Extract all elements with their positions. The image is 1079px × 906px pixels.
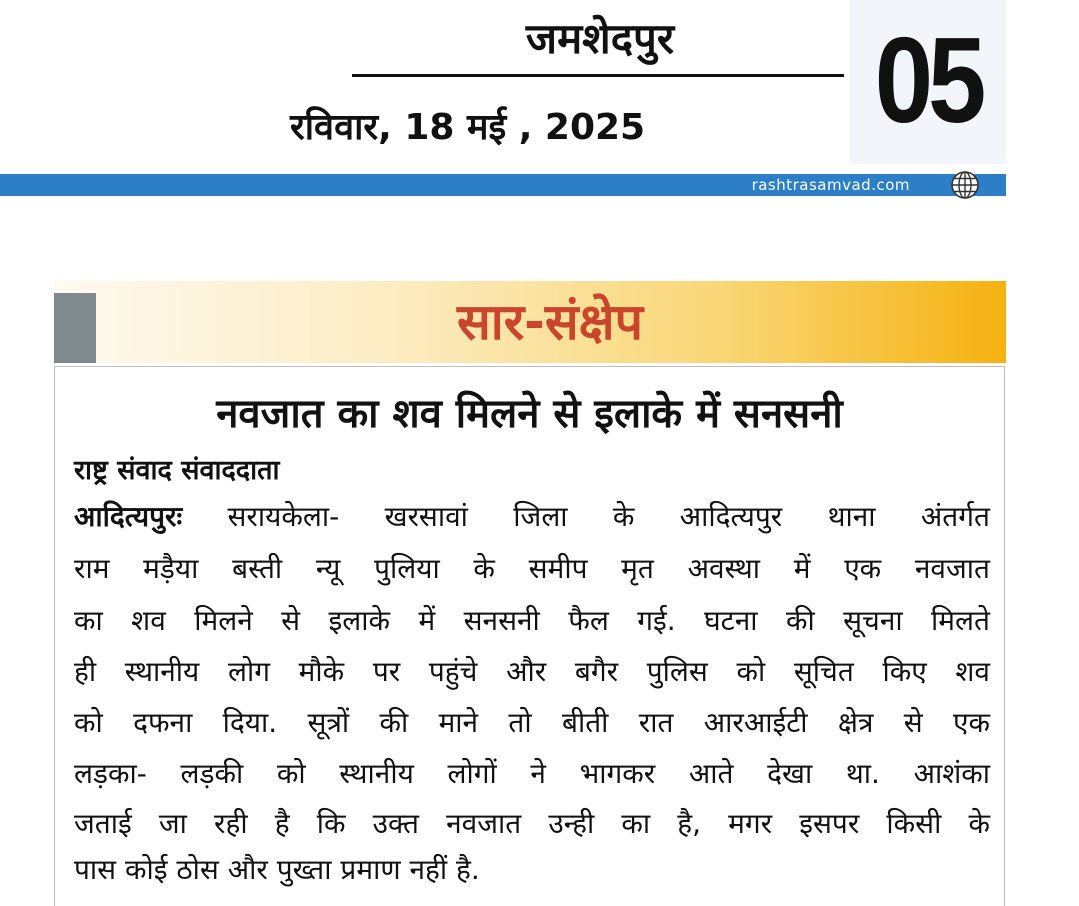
article-byline: राष्ट्र संवाद संवाददाता bbox=[74, 455, 280, 486]
article-body-line: का शव मिलने से इलाके में सनसनी फैल गई. घटना की सूचना मिलते bbox=[74, 604, 990, 637]
section-title: सार-संक्षेप bbox=[456, 293, 643, 351]
website-url[interactable]: rashtrasamvad.com bbox=[751, 176, 910, 194]
issue-date: रविवार, 18 मई , 2025 bbox=[290, 107, 646, 148]
article-body-line bbox=[74, 493, 990, 541]
page-number: 05 bbox=[874, 12, 982, 148]
article-headline: नवजात का शव मिलने से इलाके में सनसनी bbox=[216, 391, 843, 437]
article-line-text: सरायकेला- खरसावां जिला के आदित्यपुर थाना अंतर्गत bbox=[227, 500, 990, 533]
section-marker bbox=[54, 293, 96, 363]
article-body-line: लड़का- लड़की को स्थानीय लोगों ने भागकर आते देखा था. आशंका bbox=[74, 757, 990, 790]
article-body-line: ही स्थानीय लोग मौके पर पहुंचे और बगैर पुलिस को सूचित किए शव bbox=[74, 655, 990, 688]
article-body-line: पास कोई ठोस और पुख्ता प्रमाण नहीं है. bbox=[74, 853, 480, 886]
city-name: जमशेदपुर bbox=[525, 14, 675, 63]
globe-icon bbox=[949, 169, 981, 201]
article-body-line: को दफना दिया. सूत्रों की माने तो बीती रात आरआईटी क्षेत्र से एक bbox=[74, 706, 990, 739]
article-dateline: आदित्यपुरः bbox=[74, 500, 183, 533]
masthead-rule bbox=[352, 74, 844, 77]
article-body-line: जताई जा रही है कि उक्त नवजात उन्ही का है, मगर इसपर किसी के bbox=[74, 807, 990, 840]
article-body-line: राम मड़ैया बस्ती न्यू पुलिया के समीप मृत अवस्था में एक नवजात bbox=[74, 552, 990, 585]
